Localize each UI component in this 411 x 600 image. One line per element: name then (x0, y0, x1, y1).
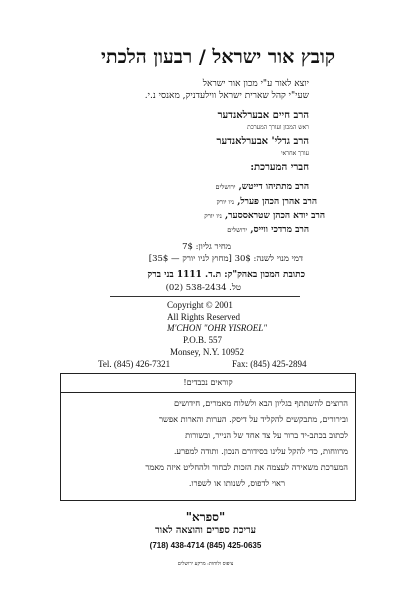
notice-line: המערכת משאירה לעצמה את הזכות לבחור ולהחליט איזה מאמר (145, 462, 348, 472)
institute-name: M'CHON "OHR YISROEL" (167, 323, 267, 333)
notice-line: הרוצים להשתתף בגליון הבא ולשלוח מאמרים, חידושים (174, 398, 348, 408)
publisher-tagline: עריכת ספרים והוצאה לאור (154, 525, 257, 536)
board-member-city: ירושלים (227, 226, 248, 234)
rights-line: All Rights Reserved (167, 312, 240, 322)
editor-role-1: ראש המכון ועורך המערכת (247, 124, 309, 131)
israel-phone: טל. 538-2434 (02) (165, 283, 241, 293)
board-member-name: הרב יודא הכהן שטראססער, (224, 211, 325, 221)
city-line: Monsey, N.Y. 10952 (170, 347, 245, 357)
issue-price: מחיר גליון: 7$ (182, 242, 231, 252)
board-member-city: ניו יורק (204, 212, 222, 220)
board-member-4 (227, 224, 309, 235)
divider-rule (110, 296, 300, 297)
board-member-3 (204, 210, 325, 221)
editor-role-2: עורך אחראי (280, 150, 309, 157)
notice-heading: קוראים נכבדים! (61, 374, 355, 393)
board-member-name: הרב מתתיהו דייטש, (238, 182, 309, 192)
fax: Fax: (845) 425-2894 (232, 359, 307, 369)
board-member-city: ירושלים (215, 183, 236, 191)
board-member-name: הרב מרדכי ווייס, (250, 225, 309, 235)
board-member-2 (216, 196, 317, 207)
board-member-city: ניו יורק (216, 198, 235, 206)
po-box: P.O.B. 557 (183, 335, 223, 345)
copyright-line: Copyright © 2001 (167, 300, 233, 310)
editor-name-2: הרב גדלי' אבערלאנדער (216, 136, 309, 147)
publisher-logo-name: "ספרא" (185, 510, 226, 524)
notice-line: לכתוב בכתב-יד ברור על צד אחד של הנייר, ובשורות (185, 430, 348, 440)
printer-credit: ציפוס ולוחות: מרקע ירושלים (177, 561, 234, 567)
editor-name-1: הרב חיים אבערלאנדער (217, 110, 309, 121)
notice-box (60, 373, 356, 501)
notice-line: ראוי לדפוס, לשנותו או לשפרו. (188, 478, 285, 488)
notice-line: ובירורים, מתבקשים להקליד על דיסק. הערות והארות אפשר (159, 414, 348, 424)
journal-title: קובץ אור ישראל / רבעון הלכתי (101, 46, 335, 68)
israel-address: כתובת המכון באהק"ק: ת.ד. 1111 בני ברק (147, 270, 305, 280)
publisher-phone: (718) 438-4714 (845) 425-0635 (149, 541, 262, 550)
subscription-price: דמי מנוי לשנה: 30$ [מחוץ לניו יורק — 35$] (148, 254, 303, 264)
telephone: Tel. (845) 426-7321 (98, 359, 171, 369)
publisher-line: יוצא לאור ע"י מכון אור ישראל (202, 79, 309, 89)
board-member-1 (216, 181, 309, 192)
sponsor-line: שעי"י קהל שארית ישראל ווילעדניק, מאנסי נ.י. (144, 91, 309, 101)
notice-line: מרווחות, כדי להקל עלינו בסידורם הנכון. ותודה למפרע. (173, 446, 348, 456)
board-member-name: הרב אהרן הכהן פערל, (237, 197, 317, 207)
board-heading: חברי המערכת: (250, 162, 309, 173)
